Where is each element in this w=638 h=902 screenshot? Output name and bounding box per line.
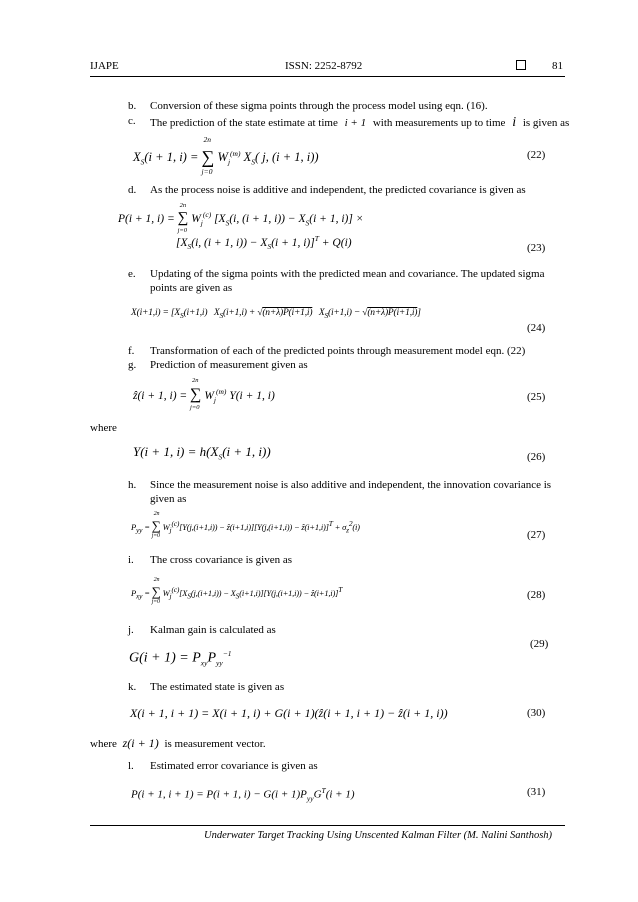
item-text-h-line2: given as [150, 493, 187, 505]
footer-rule [90, 825, 565, 826]
equation-number-28: (28) [527, 589, 546, 601]
equation-22: $X_S(i + 1$, i) = ∑ 2n j=0 $W_j^{(m)}$ $X_S$( j, (i + 1, i)) [133, 135, 319, 176]
item-marker-e: e. [128, 268, 136, 280]
item-text-f: Transformation of each of the predicted points through measurement model eqn. (22) [150, 345, 526, 357]
item-marker-l: l. [128, 760, 134, 772]
footer-text: Underwater Target Tracking Using Unscented Kalman Filter (M. Nalini Santhosh) [204, 830, 553, 841]
equation-23-line2: [$X_S(i$, (i + 1, $i)) - X_S(i + 1$, i)]$^T$ + Q(i) [176, 234, 352, 252]
equation-24: $X(i+1,i) = [X_S(i+1,i) X_S(i+1,i) + √(n+\lambda)P(i+1,i) X_S(i+1,i) - √(n+\lambda)P(i+1,i)]$ [131, 308, 421, 320]
equation-23-line1: P(i + 1, i) = ∑ 2n j=0 $W_j^{(c)}$ [$X_S(i$, (i + 1, $i)) - X_S(i + 1$, i)] × [118, 202, 364, 234]
equation-28: $P_{xy}$ = ∑ 2n j=0 $W_j^{(c)}[X_S(j,(i+1,i)) - X_S(i+1,i)][Y(j,(i+1,i))$ − ẑ(i+1,i)]$^T$ [131, 577, 343, 605]
equation-number-30: (30) [527, 707, 546, 719]
item-text-e-line2: points are given as [150, 282, 233, 294]
equation-26: Y(i + 1, $i) = h(X_S(i + 1$, i)) [133, 444, 271, 462]
equation-number-23: (23) [527, 242, 546, 254]
item-text-h-line1: Since the measurement noise is also additive and independent, the innovation covariance is [150, 479, 552, 491]
item-marker-b: b. [128, 100, 137, 112]
item-text-l: Estimated error covariance is given as [150, 760, 318, 772]
equation-number-31: (31) [527, 786, 546, 798]
item-marker-j: j. [128, 624, 134, 636]
equation-number-25: (25) [527, 391, 546, 403]
equation-number-24: (24) [527, 322, 546, 334]
item-marker-k: k. [128, 681, 137, 693]
item-marker-h: h. [128, 479, 137, 491]
equation-27: $P_{yy}$ = ∑ 2n j=0 $W_j^{(c)}[Y(j,(i+1,i))$ − ẑ(i+1,i)][Y(j,(i+1,i)) − ẑ(i+1,i)]$^T$ + $\sigma_z^2(i)$ [131, 511, 360, 539]
item-text-c: The prediction of the state estimate at time i + 1 with measurements up to time i is given as [150, 115, 570, 130]
item-marker-g: g. [128, 359, 137, 371]
item-text-e-line1: Updating of the sigma points with the predicted mean and covariance. The updated sigma [150, 268, 545, 280]
equation-25: ẑ(i + 1, i) = ∑ 2n j=0 $W_j^{(m)}$ Y(i + 1, i) [133, 377, 275, 411]
equation-number-26: (26) [527, 451, 546, 463]
equation-29: $G(i + 1) = P_{xy}P_{yy}^{-1}$ [129, 649, 232, 668]
journal-name: IJAPE [90, 60, 119, 72]
item-text-i: The cross covariance is given as [150, 554, 293, 566]
where-label-1: where [90, 422, 117, 434]
issn: ISSN: 2252-8792 [285, 60, 363, 72]
item-marker-f: f. [128, 345, 135, 357]
equation-number-29: (29) [530, 638, 549, 650]
item-text-d: As the process noise is additive and independent, the predicted covariance is given as [150, 184, 526, 196]
item-text-j: Kalman gain is calculated as [150, 624, 276, 636]
item-marker-d: d. [128, 184, 137, 196]
where-statement: where z(i + 1) is measurement vector. [90, 736, 266, 750]
item-marker-c: c. [128, 115, 136, 127]
header-rule [90, 76, 565, 77]
item-marker-i: i. [128, 554, 134, 566]
equation-31: P(i + 1, i + 1) = P(i + 1, $i) - G(i + 1)P_{yy}G^T(i + 1)$ [131, 786, 355, 803]
equation-number-27: (27) [527, 529, 546, 541]
checkbox-icon [516, 60, 526, 72]
equation-number-22: (22) [527, 149, 546, 161]
item-text-k: The estimated state is given as [150, 681, 285, 693]
item-text-b: Conversion of these sigma points through the process model using eqn. (16). [150, 100, 488, 112]
page-number: 81 [552, 60, 563, 72]
equation-30: X(i + 1, i + 1) = X(i + 1, i) + G(i + 1)(ẑ(i + 1, i + 1) − ẑ(i + 1, i)) [130, 706, 448, 720]
item-text-g: Prediction of measurement given as [150, 359, 308, 371]
